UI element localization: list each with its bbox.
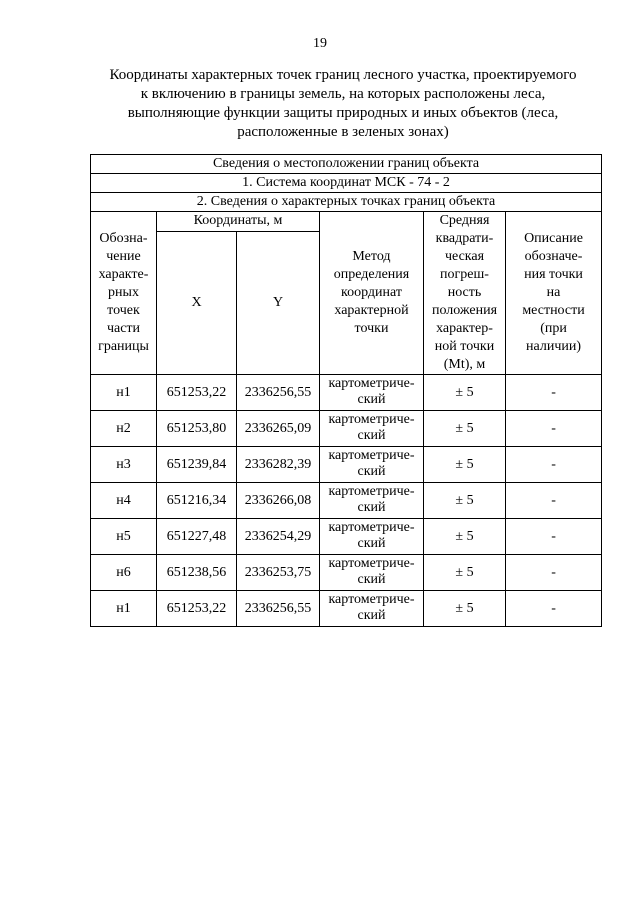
column-header-description: Описание обозначе- ния точки на местности (при наличии)	[506, 212, 602, 375]
method-cell: картометриче- ский	[320, 411, 424, 447]
table-row	[91, 411, 602, 447]
method-cell: картометриче- ский	[320, 591, 424, 627]
method-cell: картометриче- ский	[320, 519, 424, 555]
x-cell: 651227,48	[157, 519, 237, 555]
y-cell: 2336256,55	[237, 375, 320, 411]
table-row	[91, 519, 602, 555]
title-line: к включению в границы земель, на которых расположены леса,	[140, 86, 546, 102]
error-cell: ± 5	[424, 519, 506, 555]
y-cell: 2336256,55	[237, 591, 320, 627]
x-cell: 651253,22	[157, 591, 237, 627]
point-cell: н5	[91, 519, 157, 555]
table-row	[91, 375, 602, 411]
point-cell: н2	[91, 411, 157, 447]
error-cell: ± 5	[424, 483, 506, 519]
description-cell: -	[506, 555, 602, 591]
description-cell: -	[506, 519, 602, 555]
column-header-point: Обозна- чение характе- рных точек части границы	[91, 212, 157, 375]
description-cell: -	[506, 411, 602, 447]
error-cell: ± 5	[424, 591, 506, 627]
error-cell: ± 5	[424, 555, 506, 591]
point-cell: н1	[91, 591, 157, 627]
table-row	[91, 447, 602, 483]
title-line: Координаты характерных точек границ лесного участка, проектируемого	[109, 67, 577, 83]
method-cell: картометриче- ский	[320, 483, 424, 519]
column-header-coordinates: Координаты, м	[157, 212, 320, 232]
description-cell: -	[506, 447, 602, 483]
error-cell: ± 5	[424, 447, 506, 483]
description-cell: -	[506, 375, 602, 411]
x-cell: 651253,22	[157, 375, 237, 411]
method-cell: картометриче- ский	[320, 555, 424, 591]
y-cell: 2336265,09	[237, 411, 320, 447]
table-row	[91, 591, 602, 627]
y-cell: 2336254,29	[237, 519, 320, 555]
table-row	[91, 555, 602, 591]
point-cell: н1	[91, 375, 157, 411]
description-cell: -	[506, 483, 602, 519]
title-line: расположенные в зеленых зонах)	[237, 124, 449, 140]
x-cell: 651253,80	[157, 411, 237, 447]
page-number: 19	[313, 36, 327, 51]
column-header-x: X	[157, 231, 237, 374]
y-cell: 2336282,39	[237, 447, 320, 483]
method-cell: картометриче- ский	[320, 375, 424, 411]
y-cell: 2336266,08	[237, 483, 320, 519]
point-cell: н6	[91, 555, 157, 591]
x-cell: 651238,56	[157, 555, 237, 591]
point-cell: н4	[91, 483, 157, 519]
column-header-error: Средняя квадрати- ческая погреш- ность положения характер- ной точки (Mt), м	[424, 212, 506, 375]
point-cell: н3	[91, 447, 157, 483]
coordinates-table	[90, 154, 602, 627]
section-characteristic-points: 2. Сведения о характерных точках границ объекта	[91, 193, 602, 212]
title-line: выполняющие функции защиты природных и иных объектов (леса,	[127, 105, 559, 121]
y-cell: 2336253,75	[237, 555, 320, 591]
description-cell: -	[506, 591, 602, 627]
document-title	[90, 66, 596, 142]
x-cell: 651216,34	[157, 483, 237, 519]
table-row	[91, 483, 602, 519]
section-coordinate-system: 1. Система координат МСК - 74 - 2	[91, 174, 602, 193]
x-cell: 651239,84	[157, 447, 237, 483]
column-header-y: Y	[237, 231, 320, 374]
section-location-header: Сведения о местоположении границ объекта	[91, 155, 602, 174]
column-header-method: Метод определения координат характерной точки	[320, 212, 424, 375]
method-cell: картометриче- ский	[320, 447, 424, 483]
error-cell: ± 5	[424, 411, 506, 447]
error-cell: ± 5	[424, 375, 506, 411]
